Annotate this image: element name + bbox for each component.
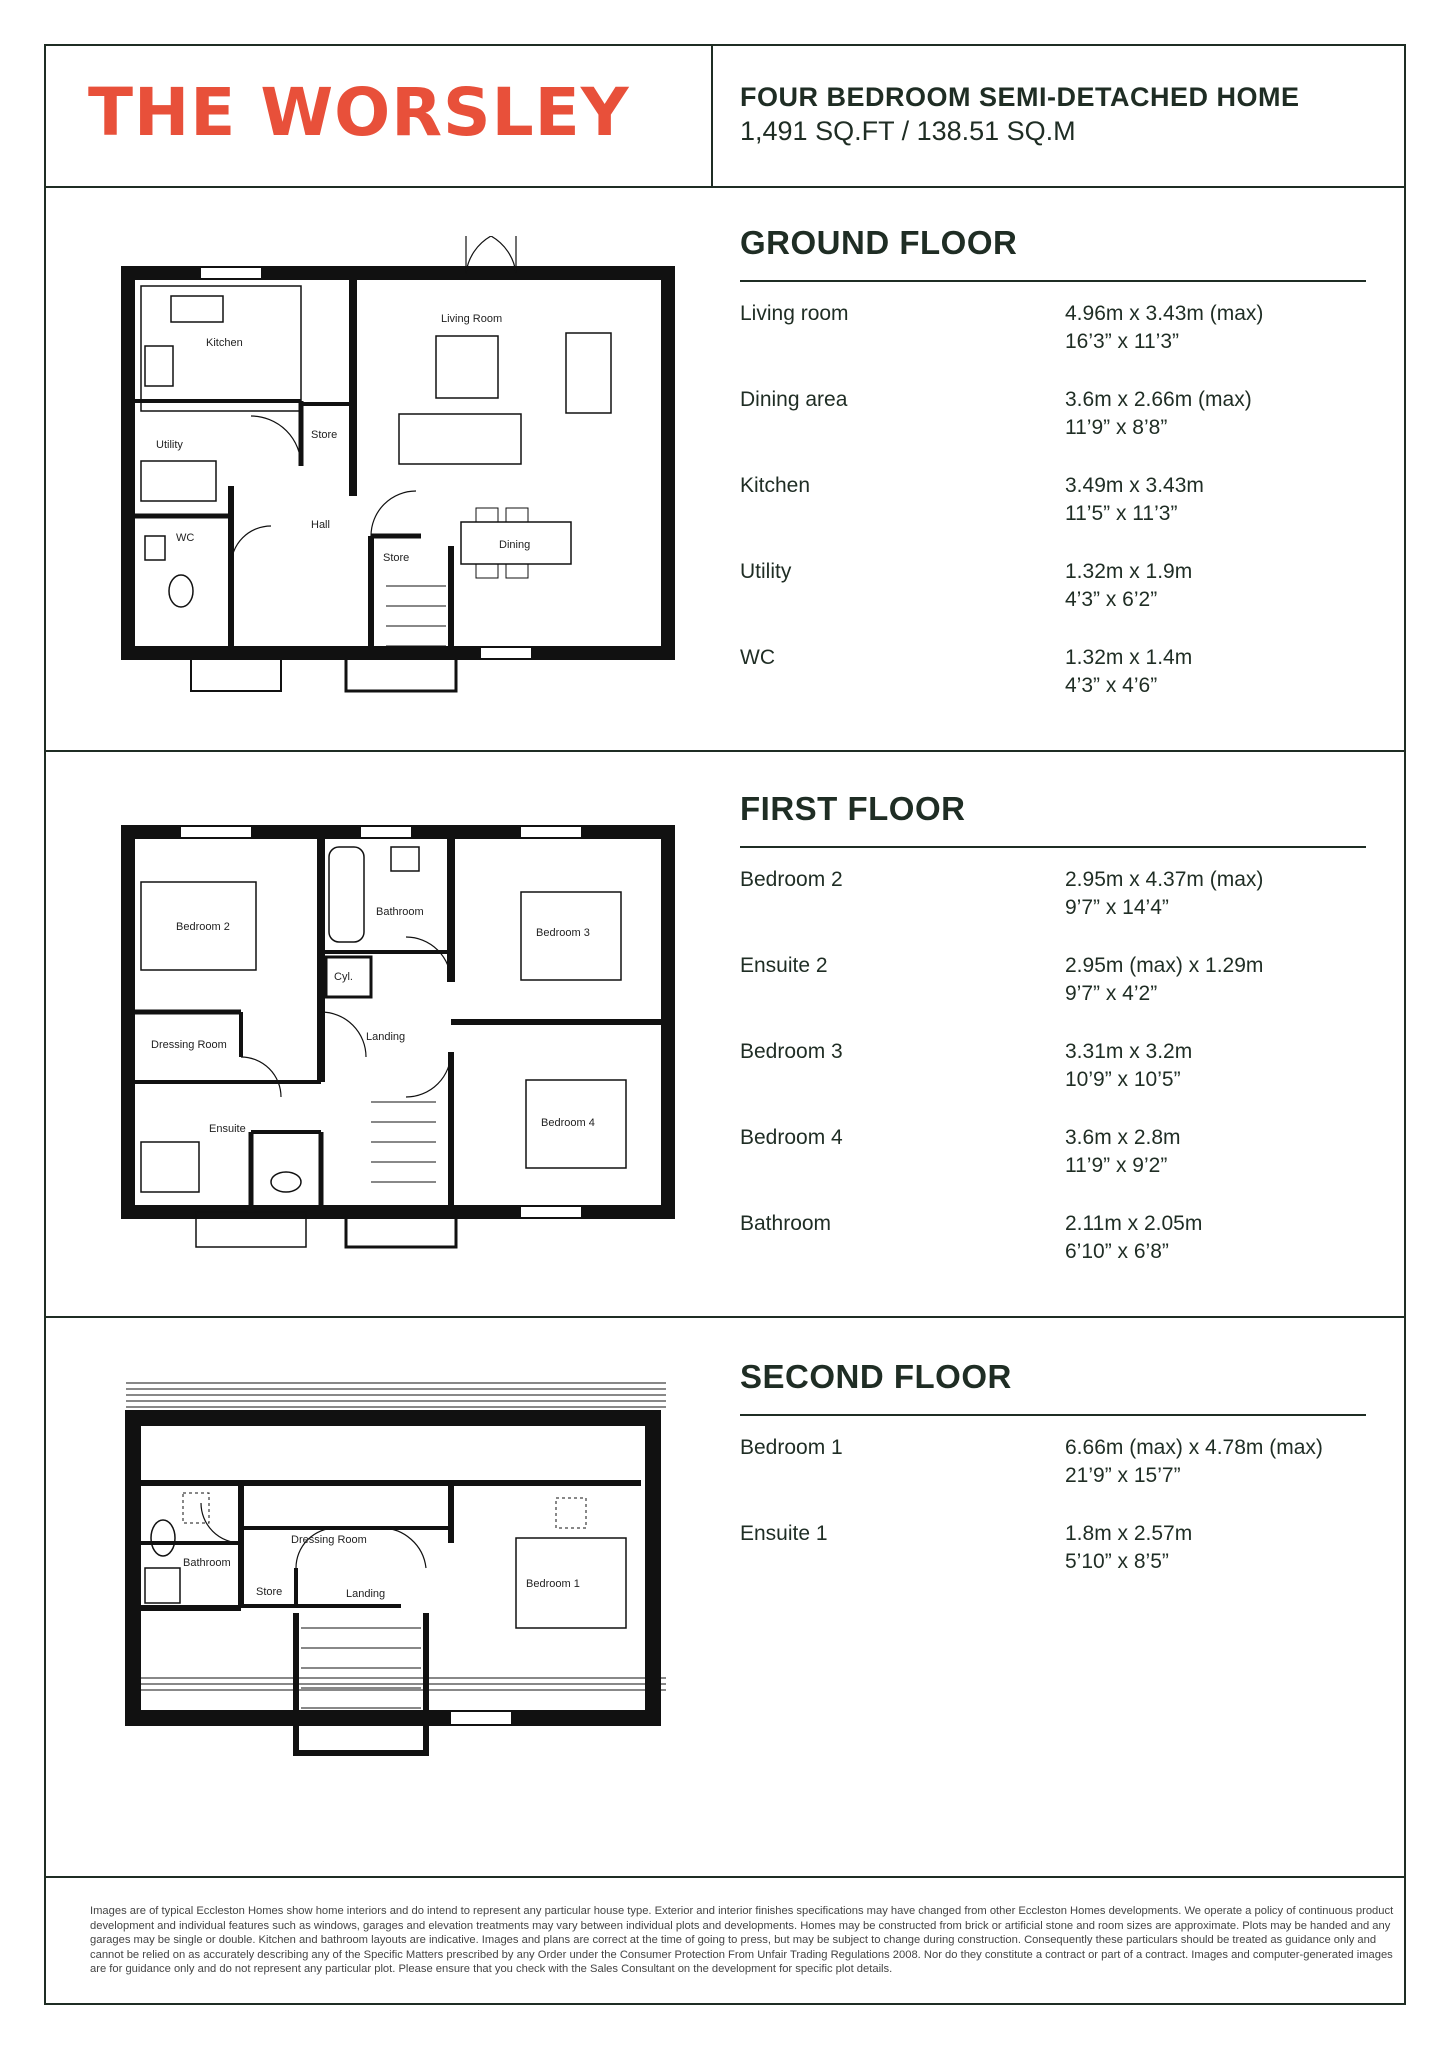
header [46, 46, 1404, 188]
room-name: Ensuite 2 [740, 954, 828, 977]
room-imperial: 9’7” x 4’2” [1065, 982, 1158, 1005]
room-metric: 2.95m (max) x 1.29m [1065, 954, 1264, 977]
ground-floor-plan [121, 236, 681, 706]
room-imperial: 4’3” x 4’6” [1065, 674, 1158, 697]
room-imperial: 5’10” x 8’5” [1065, 1550, 1169, 1573]
room-imperial: 10’9” x 10’5” [1065, 1068, 1181, 1091]
room-row [740, 1520, 1366, 1606]
room-metric: 2.11m x 2.05m [1065, 1212, 1203, 1235]
room-imperial: 6’10” x 6’8” [1065, 1240, 1169, 1263]
room-metric: 3.31m x 3.2m [1065, 1040, 1193, 1063]
label-utility: Utility [156, 439, 183, 451]
room-metric: 1.32m x 1.9m [1065, 560, 1193, 583]
label-ensuite: Ensuite [209, 1123, 246, 1135]
label-bedroom-4: Bedroom 4 [541, 1117, 595, 1129]
first-floor-details [740, 790, 1366, 1296]
room-row [740, 1038, 1366, 1124]
room-row [740, 300, 1366, 386]
room-name: Living room [740, 302, 849, 325]
label-bathroom-2: Bathroom [183, 1557, 231, 1569]
room-imperial: 9’7” x 14’4” [1065, 896, 1169, 919]
room-metric: 2.95m x 4.37m (max) [1065, 868, 1264, 891]
label-dining: Dining [499, 539, 531, 551]
room-name: Kitchen [740, 474, 811, 497]
room-name: Bathroom [740, 1212, 832, 1235]
room-imperial: 11’9” x 8’8” [1065, 416, 1168, 439]
room-name: Dining area [740, 388, 848, 411]
label-landing: Landing [366, 1031, 406, 1043]
second-floor-plan [121, 1378, 681, 1798]
room-name: WC [740, 646, 775, 669]
label-cylinder: Cyl. [334, 971, 353, 983]
room-metric: 1.32m x 1.4m [1065, 646, 1193, 669]
second-floor-title: SECOND FLOOR [740, 1358, 1366, 1416]
room-metric: 1.8m x 2.57m [1065, 1522, 1193, 1545]
room-row [740, 644, 1366, 730]
label-dressing-room-2: Dressing Room [291, 1534, 367, 1546]
first-floor-section [46, 752, 1404, 1318]
second-floor-section [46, 1318, 1404, 1878]
room-row [740, 952, 1366, 1038]
label-store: Store [256, 1586, 283, 1598]
room-row [740, 1434, 1366, 1520]
room-name: Bedroom 2 [740, 868, 843, 891]
room-metric: 3.6m x 2.66m (max) [1065, 388, 1252, 411]
room-row [740, 1210, 1366, 1296]
room-metric: 4.96m x 3.43m (max) [1065, 302, 1264, 325]
room-name: Bedroom 4 [740, 1126, 843, 1149]
house-area: 1,491 SQ.FT / 138.51 SQ.M [740, 116, 1076, 146]
label-living-room: Living Room [441, 313, 503, 325]
brochure-frame [44, 44, 1406, 2005]
label-bedroom-1: Bedroom 1 [526, 1578, 580, 1590]
label-landing-2: Landing [346, 1588, 386, 1600]
room-row [740, 386, 1366, 472]
room-row [740, 472, 1366, 558]
label-bedroom-2: Bedroom 2 [176, 921, 230, 933]
room-imperial: 16’3” x 11’3” [1065, 330, 1180, 353]
room-imperial: 21’9” x 15’7” [1065, 1464, 1181, 1487]
room-name: Bedroom 1 [740, 1436, 843, 1459]
second-floor-details [740, 1358, 1366, 1606]
house-info [740, 80, 1300, 148]
first-floor-plan [121, 812, 681, 1252]
label-bedroom-3: Bedroom 3 [536, 927, 590, 939]
label-hall: Hall [311, 519, 330, 531]
room-metric: 6.66m (max) x 4.78m (max) [1065, 1436, 1323, 1459]
room-metric: 3.49m x 3.43m [1065, 474, 1204, 497]
room-row [740, 558, 1366, 644]
ground-floor-details [740, 224, 1366, 730]
ground-floor-section [46, 186, 1404, 752]
label-store-2: Store [383, 552, 410, 564]
house-type: FOUR BEDROOM SEMI-DETACHED HOME [740, 82, 1300, 112]
room-row [740, 1124, 1366, 1210]
room-name: Bedroom 3 [740, 1040, 843, 1063]
label-wc: WC [176, 532, 195, 544]
disclaimer: Images are of typical Eccleston Homes show home interiors and do intend to represent any particular house type. Exterior and interior finishes specifications may have changed from other Eccleston Homes developments. We operate a policy of continuous product development and individual features such as windows, garages and elevation treatments may vary between individual plots and developments. Homes may be constructed from brick or artificial stone and room sizes are approximate. Plots may be handed and any garages may be single or double. Kitchen and bathroom layouts are indicative. Images and plans are correct at the time of going to press, but may be subject to change during construction. Consequently these particulars should be treated as guidance only and cannot be relied on as accurately describing any of the Specific Matters prescribed by any Order under the Consumer Protection From Unfair Trading Regulations 2008. Nor do they constitute a contract or part of a contract. Images and computer-generated images are for guidance only and do not represent any particular plot. Please ensure that you check with the Sales Consultant on the development for specific plot details. [90, 1905, 1394, 1975]
label-bathroom: Bathroom [376, 906, 424, 918]
room-name: Ensuite 1 [740, 1522, 828, 1545]
header-divider [711, 46, 713, 186]
room-row [740, 866, 1366, 952]
label-store-1: Store [311, 429, 338, 441]
room-imperial: 11’9” x 9’2” [1065, 1154, 1168, 1177]
label-dressing-room: Dressing Room [151, 1039, 227, 1051]
room-metric: 3.6m x 2.8m [1065, 1126, 1181, 1149]
brand-title: THE WORSLEY [88, 74, 630, 151]
ground-floor-title: GROUND FLOOR [740, 224, 1366, 282]
label-kitchen: Kitchen [206, 337, 243, 349]
room-imperial: 4’3” x 6’2” [1065, 588, 1158, 611]
first-floor-title: FIRST FLOOR [740, 790, 1366, 848]
room-imperial: 11’5” x 11’3” [1065, 502, 1178, 525]
room-name: Utility [740, 560, 792, 583]
